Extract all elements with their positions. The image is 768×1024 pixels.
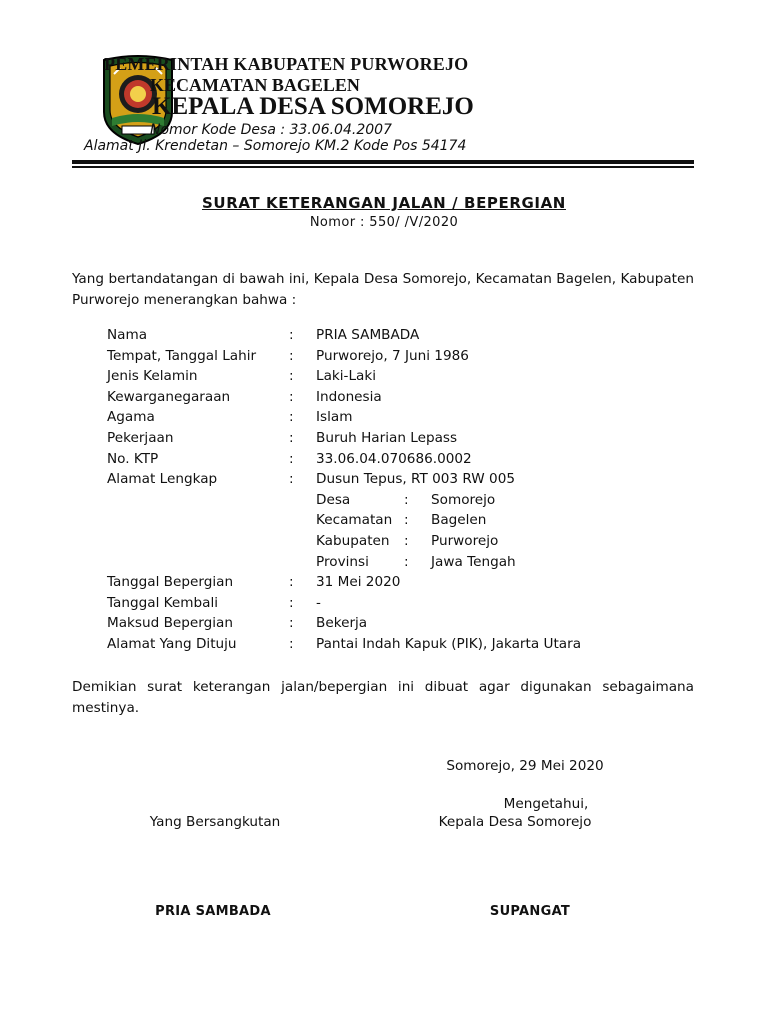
field-colon: : — [289, 430, 294, 446]
field-value: 31 Mei 2020 — [316, 574, 401, 590]
intro-paragraph: Yang bertandatangan di bawah ini, Kepala Desa Somorejo, Kecamatan Bagelen, Kabupaten Purworejo menerangkan bahwa : — [72, 271, 694, 308]
letterhead-district: KECAMATAN BAGELEN — [150, 75, 360, 95]
field-value: Laki-Laki — [316, 368, 377, 384]
field-value: Purworejo, 7 Juni 1986 — [316, 348, 469, 364]
field-colon: : — [289, 636, 294, 652]
field-label: Tempat, Tanggal Lahir — [107, 348, 257, 364]
field-label: Kewarganegaraan — [107, 389, 231, 405]
letterhead-rule-thick — [72, 160, 694, 164]
letterhead-address: Alamat Jl. Krendetan – Somorejo KM.2 Kode Pos 54174 — [84, 138, 467, 154]
letterhead-government: PEMERINTAH KABUPATEN PURWOREJO — [104, 54, 469, 74]
field-label: Tanggal Kembali — [107, 595, 219, 611]
field-label: Kecamatan — [316, 512, 393, 528]
field-colon: : — [289, 471, 294, 487]
field-colon: : — [289, 389, 294, 405]
signature-applicant-role: Yang Bersangkutan — [149, 814, 281, 830]
field-row — [107, 366, 667, 386]
field-value: Purworejo — [431, 533, 499, 549]
field-label: No. KTP — [107, 451, 159, 467]
field-row — [107, 325, 667, 345]
field-label: Maksud Bepergian — [107, 615, 233, 631]
field-label: Kabupaten — [316, 533, 390, 549]
letterhead-village-head: KEPALA DESA SOMOREJO — [152, 93, 474, 120]
field-label: Pekerjaan — [107, 430, 174, 446]
field-label: Jenis Kelamin — [107, 368, 198, 384]
travel-row — [107, 634, 667, 654]
field-colon: : — [289, 409, 294, 425]
field-label: Alamat Lengkap — [107, 471, 218, 487]
field-value: Somorejo — [431, 492, 496, 508]
signature-acknowledged: Mengetahui, — [503, 796, 589, 812]
field-colon: : — [289, 615, 294, 631]
field-label: Tanggal Bepergian — [107, 574, 234, 590]
travel-row — [107, 572, 667, 592]
field-value: 33.06.04.070686.0002 — [316, 451, 472, 467]
field-row — [107, 346, 667, 366]
field-label: Desa — [316, 492, 351, 508]
field-colon: : — [289, 451, 294, 467]
field-colon: : — [289, 368, 294, 384]
field-value: Jawa Tengah — [431, 554, 516, 570]
signature-official-role: Kepala Desa Somorejo — [438, 814, 592, 830]
field-label: Alamat Yang Dituju — [107, 636, 237, 652]
field-value: Buruh Harian Lepass — [316, 430, 458, 446]
field-colon: : — [404, 554, 409, 570]
closing-paragraph: Demikian surat keterangan jalan/bepergian ini dibuat agar digunakan sebagaimana mestinya. — [72, 679, 694, 716]
field-value: Bagelen — [431, 512, 487, 528]
document-title: SURAT KETERANGAN JALAN / BEPERGIAN — [202, 194, 566, 212]
field-value: - — [316, 595, 321, 611]
address-row — [316, 490, 616, 510]
field-colon: : — [289, 574, 294, 590]
field-value: PRIA SAMBADA — [316, 327, 420, 343]
address-row — [316, 552, 616, 572]
field-row — [107, 449, 667, 469]
field-colon: : — [289, 595, 294, 611]
field-colon: : — [289, 348, 294, 364]
field-value: Bekerja — [316, 615, 368, 631]
field-label: Provinsi — [316, 554, 369, 570]
field-row — [107, 387, 667, 407]
field-colon: : — [289, 327, 294, 343]
field-value: Pantai Indah Kapuk (PIK), Jakarta Utara — [316, 636, 582, 652]
field-colon: : — [404, 492, 409, 508]
travel-row — [107, 613, 667, 633]
field-value: Indonesia — [316, 389, 382, 405]
field-colon: : — [404, 512, 409, 528]
field-value: Dusun Tepus, RT 003 RW 005 — [316, 471, 515, 487]
address-row — [316, 531, 616, 551]
field-value: Islam — [316, 409, 353, 425]
field-label: Agama — [107, 409, 155, 425]
address-row — [316, 510, 616, 530]
travel-row — [107, 593, 667, 613]
field-row — [107, 428, 667, 448]
letterhead-village-code: Nomor Kode Desa : 33.06.04.2007 — [150, 122, 392, 138]
field-row — [107, 407, 667, 427]
signature-place-date: Somorejo, 29 Mei 2020 — [446, 758, 604, 774]
letterhead-rule-thin — [72, 166, 694, 168]
field-colon: : — [404, 533, 409, 549]
field-label: Nama — [107, 327, 148, 343]
field-row — [107, 469, 667, 489]
signature-official-name: SUPANGAT — [489, 904, 571, 919]
document-number: Nomor : 550/ /V/2020 — [309, 215, 459, 230]
signature-applicant-name: PRIA SAMBADA — [155, 904, 271, 919]
